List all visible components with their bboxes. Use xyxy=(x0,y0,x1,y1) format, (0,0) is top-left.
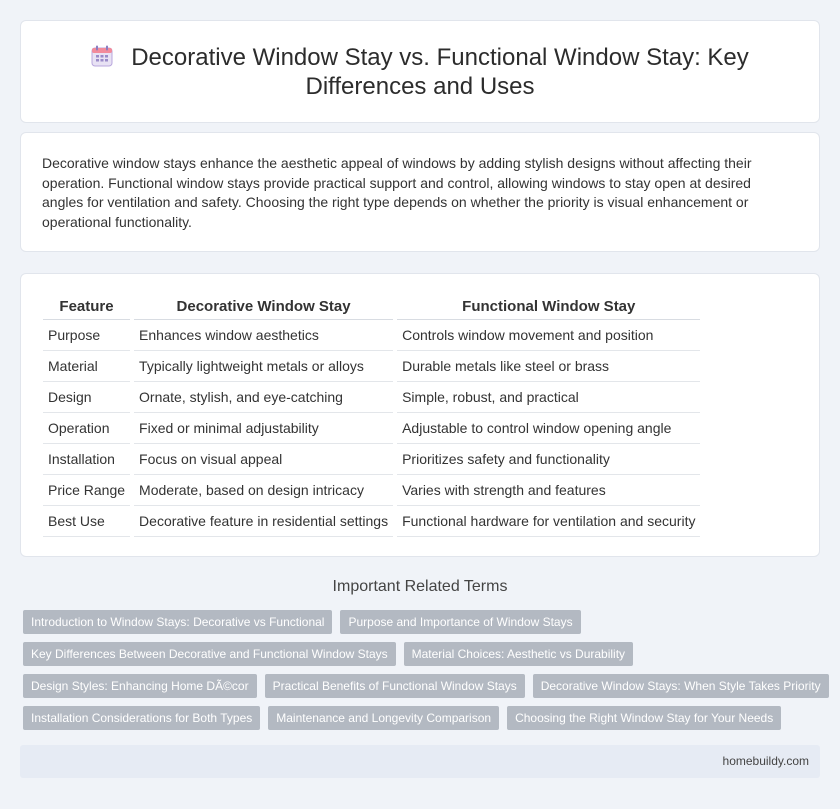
cell-functional: Controls window movement and position xyxy=(397,320,700,351)
calendar-icon xyxy=(91,45,113,67)
footer-site[interactable]: homebuildy.com xyxy=(722,754,809,768)
intro-card xyxy=(20,132,820,252)
cell-functional: Durable metals like steel or brass xyxy=(397,351,700,382)
intro-text: Decorative window stays enhance the aesthetic appeal of windows by adding stylish designs without affecting their operation. Functional window stays provide practical support and control, allowing windows to stay open at desired angles for ventilation and safety. Choosing the right type depends on whether the priority is visual enhancement or operational functionality. xyxy=(42,155,752,230)
cell-feature: Operation xyxy=(43,413,130,444)
page-title xyxy=(21,43,819,101)
table-row xyxy=(43,413,700,444)
related-term-tag[interactable]: Choosing the Right Window Stay for Your Needs xyxy=(507,706,781,730)
related-term-tag[interactable]: Design Styles: Enhancing Home DÃ©cor xyxy=(23,674,257,698)
table-row xyxy=(43,475,700,506)
comparison-card xyxy=(20,273,820,557)
title-line-2: Differences and Uses xyxy=(305,73,535,100)
cell-feature: Installation xyxy=(43,444,130,475)
table-row xyxy=(43,444,700,475)
related-terms-row xyxy=(23,674,823,698)
cell-functional: Functional hardware for ventilation and security xyxy=(397,506,700,537)
cell-functional: Simple, robust, and practical xyxy=(397,382,700,413)
related-terms-row xyxy=(23,642,823,666)
related-term-tag[interactable]: Material Choices: Aesthetic vs Durability xyxy=(404,642,633,666)
cell-feature: Purpose xyxy=(43,320,130,351)
related-terms-row xyxy=(23,706,823,730)
table-row xyxy=(43,351,700,382)
related-term-tag[interactable]: Introduction to Window Stays: Decorative vs Functional xyxy=(23,610,332,634)
header-feature: Feature xyxy=(43,294,130,320)
cell-decorative: Enhances window aesthetics xyxy=(134,320,393,351)
related-term-tag[interactable]: Key Differences Between Decorative and Functional Window Stays xyxy=(23,642,396,666)
cell-functional: Adjustable to control window opening angle xyxy=(397,413,700,444)
table-row xyxy=(43,382,700,413)
cell-feature: Material xyxy=(43,351,130,382)
related-term-tag[interactable]: Purpose and Importance of Window Stays xyxy=(340,610,580,634)
related-terms-row xyxy=(23,610,823,634)
cell-decorative: Typically lightweight metals or alloys xyxy=(134,351,393,382)
title-line-1: Decorative Window Stay vs. Functional Window Stay: Key xyxy=(131,44,749,71)
related-terms-title: Important Related Terms xyxy=(332,578,508,595)
header-decorative: Decorative Window Stay xyxy=(134,294,393,320)
related-terms-list xyxy=(23,610,823,738)
cell-functional: Varies with strength and features xyxy=(397,475,700,506)
cell-feature: Design xyxy=(43,382,130,413)
related-term-tag[interactable]: Installation Considerations for Both Types xyxy=(23,706,260,730)
cell-decorative: Decorative feature in residential settings xyxy=(134,506,393,537)
comparison-table xyxy=(43,294,700,537)
header-functional: Functional Window Stay xyxy=(397,294,700,320)
header-card xyxy=(20,20,820,123)
cell-feature: Price Range xyxy=(43,475,130,506)
table-header-row xyxy=(43,294,700,320)
cell-decorative: Fixed or minimal adjustability xyxy=(134,413,393,444)
table-row xyxy=(43,506,700,537)
footer xyxy=(20,745,820,778)
cell-decorative: Focus on visual appeal xyxy=(134,444,393,475)
cell-functional: Prioritizes safety and functionality xyxy=(397,444,700,475)
cell-decorative: Ornate, stylish, and eye-catching xyxy=(134,382,393,413)
related-term-tag[interactable]: Decorative Window Stays: When Style Takes Priority xyxy=(533,674,829,698)
cell-decorative: Moderate, based on design intricacy xyxy=(134,475,393,506)
table-row xyxy=(43,320,700,351)
related-term-tag[interactable]: Maintenance and Longevity Comparison xyxy=(268,706,499,730)
related-term-tag[interactable]: Practical Benefits of Functional Window Stays xyxy=(265,674,525,698)
cell-feature: Best Use xyxy=(43,506,130,537)
